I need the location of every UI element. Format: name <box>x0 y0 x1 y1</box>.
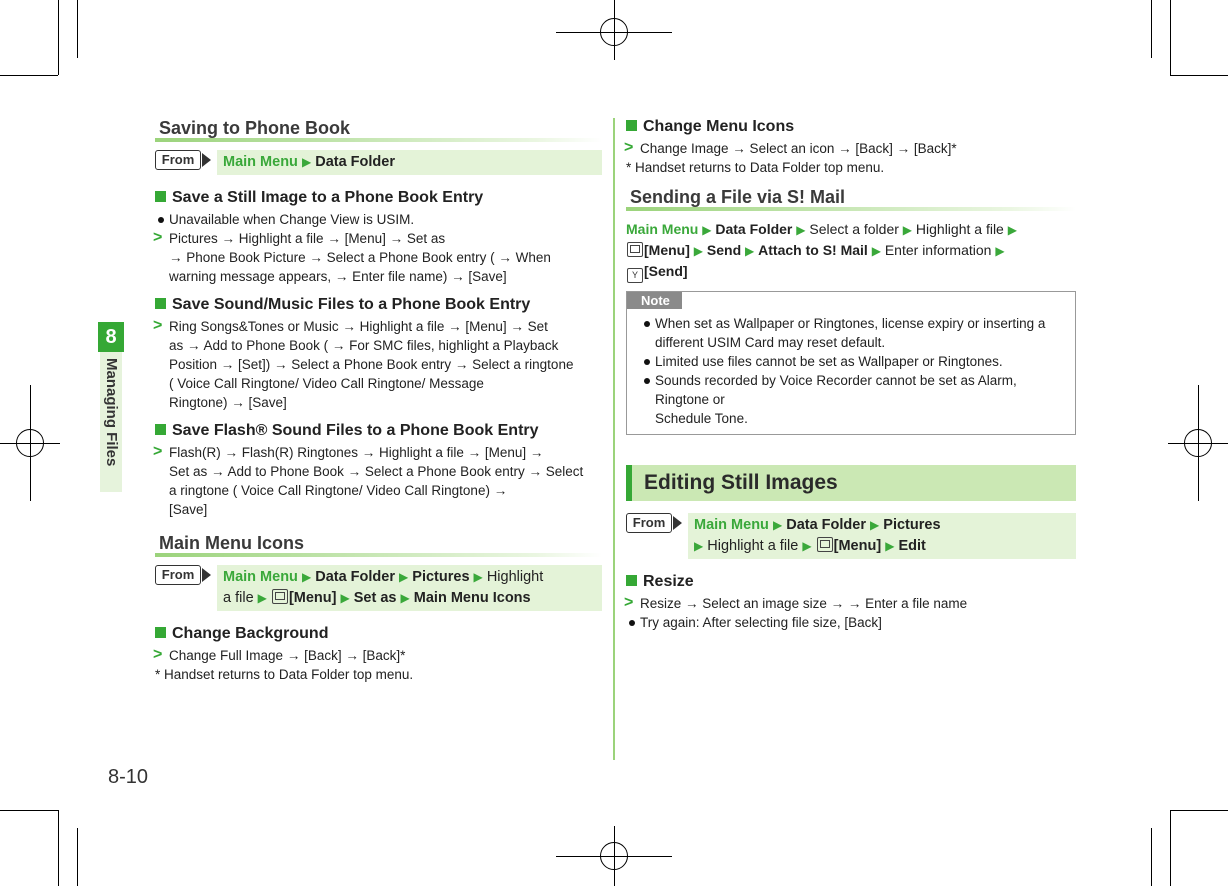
section-title: Saving to Phone Book <box>155 118 602 142</box>
crop-mark <box>77 0 78 58</box>
path-arrow-icon: ▶ <box>870 518 880 532</box>
step-line: > Change Image → Select an icon → [Back] → [Back]* <box>624 139 957 156</box>
step-line: Ringtone) → [Save] <box>169 395 287 410</box>
from-arrow-icon <box>673 516 682 530</box>
path-item: Pictures <box>412 569 470 585</box>
mail-key-icon <box>627 242 643 257</box>
crop-mark <box>1151 0 1152 58</box>
subsection-heading: Change Background <box>155 625 602 643</box>
path-item: [Menu] <box>644 242 690 258</box>
square-bullet-icon <box>155 627 166 638</box>
yahoo-key-icon: Y <box>627 268 643 283</box>
note-item: Limited use files cannot be set as Wallpaper or Ringtones. <box>641 352 1071 371</box>
subsection-heading: Resize <box>626 573 1076 591</box>
crop-mark <box>58 0 59 75</box>
bullet-item: Unavailable when Change View is USIM. <box>155 210 602 229</box>
from-tag <box>626 513 676 533</box>
path-item: Highlight <box>486 569 544 585</box>
chevron-icon: > <box>624 139 634 156</box>
from-tag <box>155 565 205 585</box>
path-arrow-icon: ▶ <box>995 244 1005 258</box>
path-arrow-icon: ▶ <box>702 223 712 237</box>
step-line: Position → [Set]) → Select a Phone Book entry → Select a ringtone <box>169 357 574 372</box>
path-arrow-icon: ▶ <box>301 155 312 169</box>
chapter-tab <box>98 322 124 352</box>
chapter-section-title: Editing Still Images <box>626 465 1076 501</box>
registration-ring <box>600 18 628 46</box>
step-line: warning message appears, → Enter file name) → [Save] <box>169 269 507 284</box>
step-line: as → Add to Phone Book ( → For SMC files, highlight a Playback <box>169 338 559 353</box>
from-row <box>626 513 1076 559</box>
path-arrow-icon: ▶ <box>902 223 913 237</box>
page-number: 8-10 <box>108 766 149 788</box>
step-line: ( Voice Call Ringtone/ Video Call Ringtone/ Message <box>169 376 484 391</box>
registration-ring <box>1184 429 1212 457</box>
square-bullet-icon <box>155 424 166 435</box>
step-line: → Phone Book Picture → Select a Phone Book entry ( → When <box>169 250 551 265</box>
path-item: Edit <box>898 538 926 554</box>
path-arrow-icon: ▶ <box>473 570 483 584</box>
from-tag <box>155 150 205 170</box>
path-item: Enter information <box>884 242 992 258</box>
path-arrow-icon: ▶ <box>1007 223 1017 237</box>
path-item: Main Menu Icons <box>413 590 531 606</box>
path-arrow-icon: ▶ <box>796 223 806 237</box>
path-item: Data Folder <box>715 221 793 237</box>
step-line: > Pictures → Highlight a file → [Menu] → Set as <box>153 229 446 246</box>
chevron-icon: > <box>153 229 163 246</box>
registration-ring <box>600 842 628 870</box>
crop-mark <box>1151 828 1152 886</box>
note-item-cont: Schedule Tone. <box>655 411 748 426</box>
from-row <box>155 150 602 175</box>
from-path <box>688 513 1076 559</box>
crop-mark <box>0 75 58 76</box>
chevron-icon: > <box>153 443 163 460</box>
chevron-icon: > <box>153 317 163 334</box>
step-line: > Ring Songs&Tones or Music → Highlight a file → [Menu] → Set <box>153 317 548 334</box>
path-item: a file <box>223 590 254 606</box>
path-arrow-icon: ▶ <box>745 244 755 258</box>
section-title: Main Menu Icons <box>155 533 602 557</box>
crop-mark <box>1170 810 1171 886</box>
path-arrow-icon: ▶ <box>772 518 783 532</box>
path-arrow-icon: ▶ <box>399 570 409 584</box>
bullet-item: Try again: After selecting file size, [Back] <box>626 613 1076 632</box>
left-column <box>155 118 602 684</box>
step-line: Set as → Add to Phone Book → Select a Phone Book entry → Select <box>169 464 584 479</box>
subsection-heading: Save a Still Image to a Phone Book Entry <box>155 189 602 207</box>
square-bullet-icon <box>626 575 637 586</box>
chapter-label <box>100 352 122 492</box>
crop-mark <box>1170 810 1228 811</box>
path-item: Attach to S! Mail <box>758 242 868 258</box>
path-item: Highlight a file <box>915 221 1004 237</box>
note-label: Note <box>627 292 682 309</box>
chevron-icon: > <box>624 594 634 611</box>
note-item: Sounds recorded by Voice Recorder cannot be set as Alarm, Ringtone or <box>641 371 1071 409</box>
square-bullet-icon <box>155 191 166 202</box>
step-line: [Save] <box>169 502 208 517</box>
path-arrow-icon: ▶ <box>257 591 267 605</box>
crop-mark <box>77 828 78 886</box>
note-item: When set as Wallpaper or Ringtones, license expiry or inserting a <box>641 314 1071 333</box>
registration-ring <box>16 429 44 457</box>
section-title: Sending a File via S! Mail <box>626 187 1076 211</box>
path-item: Highlight a file <box>707 538 799 554</box>
footnote: * Handset returns to Data Folder top menu. <box>155 667 414 682</box>
note-box <box>626 291 1076 435</box>
from-label: From <box>155 150 201 170</box>
subsection-heading: Save Flash® Sound Files to a Phone Book Entry <box>155 422 602 440</box>
note-item-cont: different USIM Card may reset default. <box>655 335 886 350</box>
mail-key-icon <box>272 589 288 604</box>
step-line: > Flash(R) → Flash(R) Ringtones → Highlight a file → [Menu] → <box>153 443 544 460</box>
right-column <box>626 118 1076 632</box>
from-path <box>217 150 602 175</box>
column-divider <box>613 118 615 760</box>
path-item: [Menu] <box>288 590 337 606</box>
path-item: [Menu] <box>833 538 882 554</box>
crop-mark <box>58 810 59 886</box>
path-arrow-icon: ▶ <box>694 539 704 553</box>
path-item: Pictures <box>883 517 941 533</box>
chevron-icon: > <box>153 646 163 663</box>
path-item: Main Menu <box>223 154 298 170</box>
path-item: Send <box>706 242 742 258</box>
from-row <box>155 565 602 611</box>
from-arrow-icon <box>202 568 211 582</box>
square-bullet-icon <box>626 120 637 131</box>
path-arrow-icon: ▶ <box>693 244 704 258</box>
crop-mark <box>1170 0 1171 75</box>
subsection-heading: Change Menu Icons <box>626 118 1076 136</box>
chapter-number: 8 <box>105 326 117 348</box>
crop-mark <box>1170 75 1228 76</box>
from-path <box>217 565 602 611</box>
mail-key-icon <box>817 537 833 552</box>
subsection-heading: Save Sound/Music Files to a Phone Book Entry <box>155 296 602 314</box>
smail-path <box>626 219 1076 283</box>
from-label: From <box>626 513 672 533</box>
footnote: * Handset returns to Data Folder top menu. <box>626 160 885 175</box>
from-arrow-icon <box>202 153 211 167</box>
path-item: Data Folder <box>786 517 866 533</box>
path-item: Data Folder <box>315 569 395 585</box>
path-item: Main Menu <box>223 569 298 585</box>
path-arrow-icon: ▶ <box>340 591 350 605</box>
path-arrow-icon: ▶ <box>885 539 895 553</box>
crop-mark <box>0 810 58 811</box>
square-bullet-icon <box>155 298 166 309</box>
path-item: Set as <box>353 590 397 606</box>
from-label: From <box>155 565 201 585</box>
step-line: > Resize → Select an image size → → Enter a file name <box>624 594 968 611</box>
path-arrow-icon: ▶ <box>802 539 812 553</box>
path-arrow-icon: ▶ <box>400 591 410 605</box>
step-line: > Change Full Image → [Back] → [Back]* <box>153 646 406 663</box>
path-item: Select a folder <box>809 221 899 237</box>
path-item: [Send] <box>644 263 688 279</box>
path-arrow-icon: ▶ <box>301 570 312 584</box>
path-item: Main Menu <box>626 221 699 237</box>
path-arrow-icon: ▶ <box>871 244 881 258</box>
path-item: Data Folder <box>315 154 395 170</box>
chapter-label-text: Managing Files <box>103 358 120 467</box>
step-line: a ringtone ( Voice Call Ringtone/ Video Call Ringtone) → <box>169 483 508 498</box>
path-item: Main Menu <box>694 517 769 533</box>
